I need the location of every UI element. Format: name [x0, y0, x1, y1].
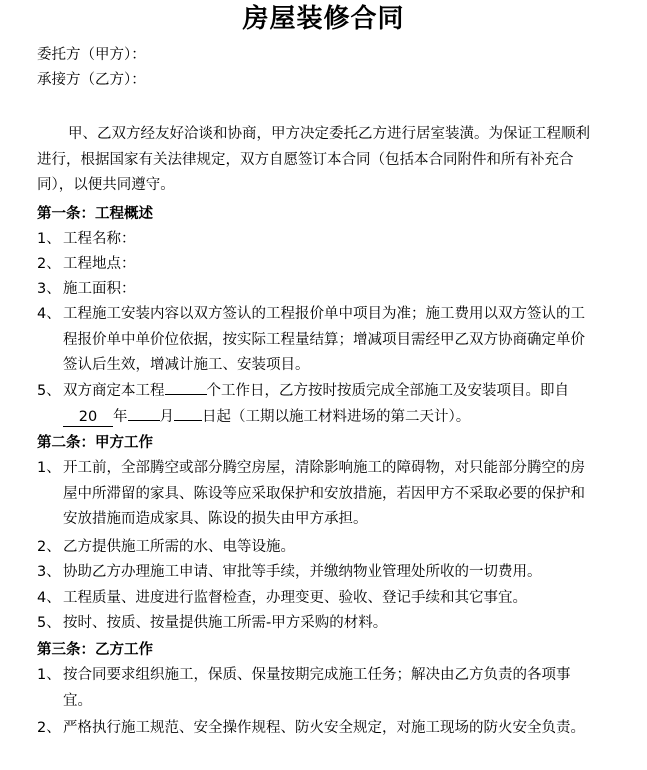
list-item [37, 277, 597, 303]
section-heading-3: 第三条：乙方工作 [37, 642, 153, 658]
list-item [37, 663, 597, 714]
section-heading-2: 第二条：甲方工作 [37, 435, 153, 451]
item-number: 3、 [37, 281, 61, 297]
section-heading-1: 第一条：工程概述 [37, 206, 153, 222]
item-text: 工程地点： [63, 256, 136, 272]
item-number: 1、 [37, 667, 61, 683]
item-text: 开工前，全部腾空或部分腾空房屋，清除影响施工的障碍物，对只能部分腾空的房屋中所滞留的家具、陈设等应采取保护和安放措施，若因甲方不采取必要的保护和安放措施而造成家具、陈设的损失由甲方承担。 [63, 460, 585, 527]
list-item [37, 716, 597, 742]
list-item [37, 302, 597, 379]
item-text: 乙方提供施工所需的水、电等设施。 [63, 539, 295, 555]
item-text: 工程名称： [63, 231, 136, 247]
item-text: 协助乙方办理施工申请、审批等手续，并缴纳物业管理处所收的一切费用。 [63, 564, 542, 580]
year-label: 年 [113, 408, 128, 425]
item-number: 1、 [37, 231, 61, 247]
item-text: 施工面积： [63, 281, 136, 297]
start-month-blank [128, 420, 160, 421]
item-number: 2、 [37, 720, 61, 736]
item-text [37, 379, 597, 430]
start-year-blank: 20 [63, 408, 113, 427]
list-item [37, 227, 597, 253]
item-number: 4、 [37, 590, 61, 606]
item-number: 3、 [37, 564, 61, 580]
list-item [37, 560, 597, 586]
party-b-line: 承接方（乙方）： [37, 72, 146, 88]
list-item [37, 611, 597, 637]
item-number: 1、 [37, 460, 61, 476]
item-number: 2、 [37, 539, 61, 555]
item-number: 5、 [37, 615, 61, 631]
item-number: 2、 [37, 256, 61, 272]
list-item [37, 586, 597, 612]
item-number: 5、 [37, 383, 61, 399]
list-item [37, 456, 597, 533]
item-text: 严格执行施工规范、安全操作规程、防火安全规定，对施工现场的防火安全负责。 [63, 720, 585, 736]
item-text: 按时、按质、按量提供施工所需-甲方采购的材料。 [63, 615, 388, 631]
list-item [37, 252, 597, 278]
duration-text-3: 日起（工期以施工材料进场的第二天计）。 [202, 408, 471, 425]
duration-text-2: 个工作日，乙方按时按质完成全部施工及安装项目。即自 [206, 383, 569, 399]
item-text: 工程质量、进度进行监督检查，办理变更、验收、登记手续和其它事宜。 [63, 590, 527, 606]
item-text: 工程施工安装内容以双方签认的工程报价单中项目为准；施工费用以双方签认的工程报价单中单价位依据，按实际工程量结算；增减项目需经甲乙双方协商确定单价签认后生效，增减计施工、安装项目。 [63, 306, 585, 373]
intro-paragraph: 甲、乙双方经友好洽谈和协商，甲方决定委托乙方进行居室装潢。为保证工程顺利进行，根据国家有关法律规定，双方自愿签订本合同（包括本合同附件和所有补充合同），以便共同遵守。 [37, 126, 590, 193]
item-text: 按合同要求组织施工，保质、保量按期完成施工任务；解决由乙方负责的各项事宜。 [63, 667, 571, 709]
document-title: 房屋装修合同 [242, 4, 405, 34]
workdays-blank [165, 394, 207, 395]
duration-text-1: 双方商定本工程 [63, 383, 165, 399]
list-item-duration [37, 379, 597, 430]
month-label: 月 [159, 408, 174, 425]
item-number: 4、 [37, 306, 61, 322]
list-item [37, 535, 597, 561]
party-a-line: 委托方（甲方）： [37, 47, 146, 63]
start-day-blank [174, 420, 202, 421]
